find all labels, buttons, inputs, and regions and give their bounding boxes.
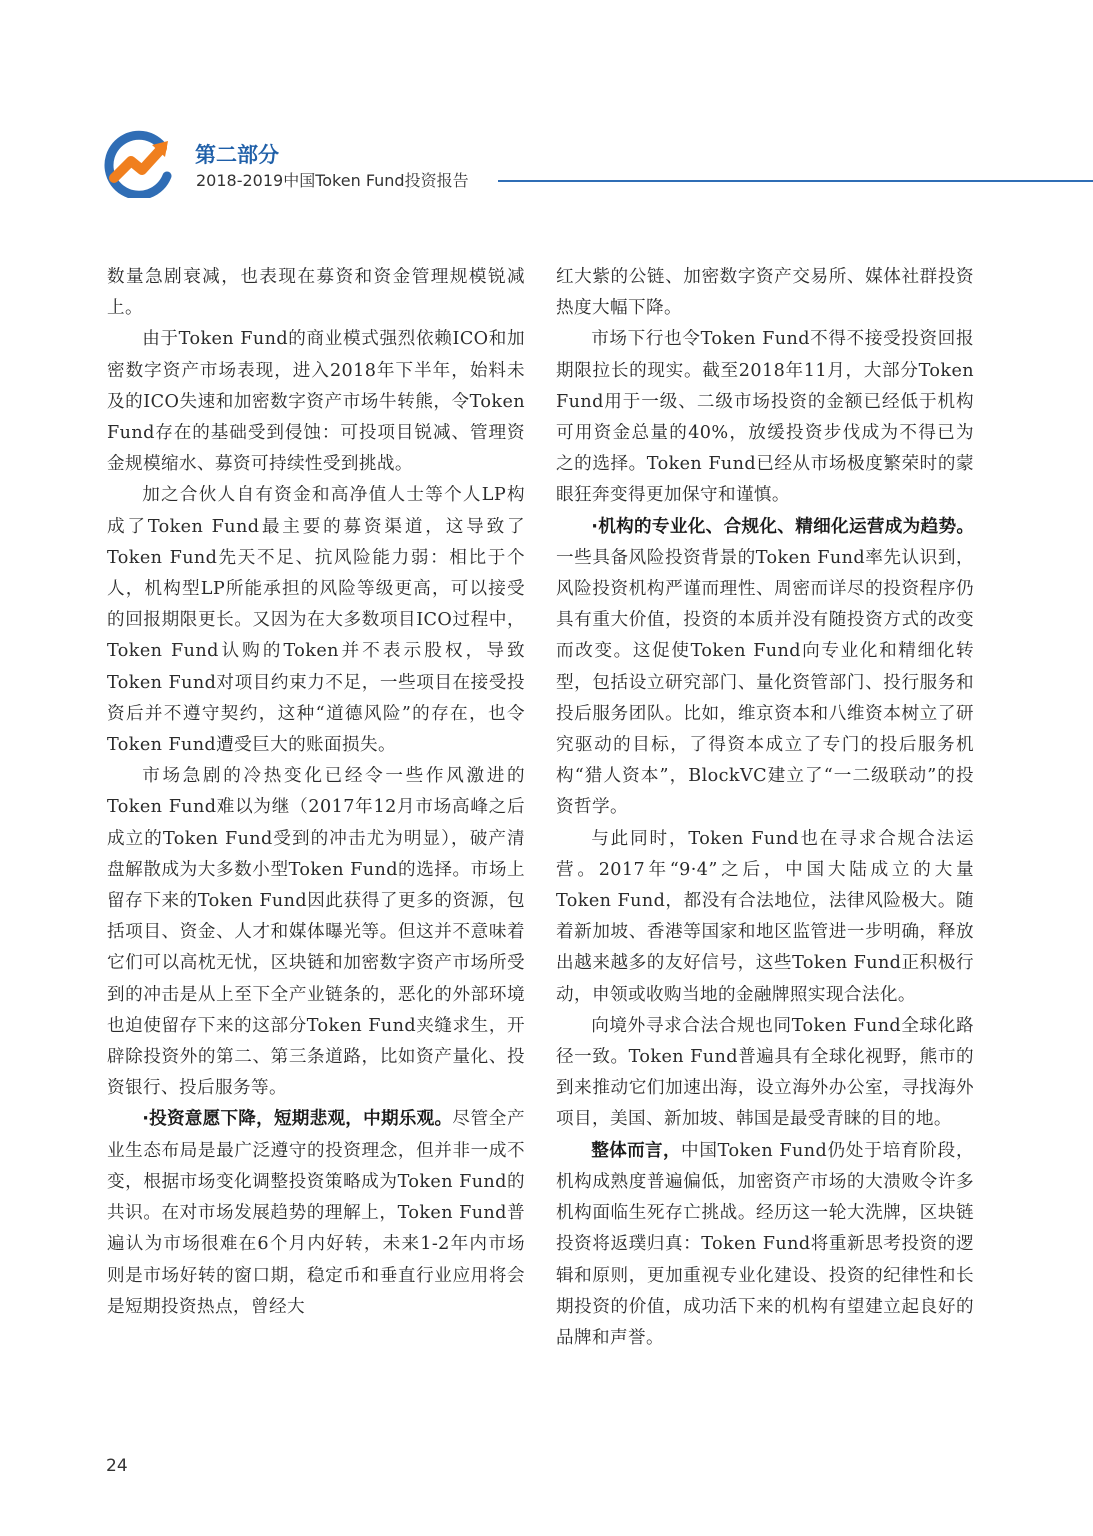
paragraph — [556, 1136, 974, 1354]
paragraph-text: 市场急剧的冷热变化已经令一些作风激进的Token Fund难以为继（2017年12月市场高峰之后成立的Token Fund受到的冲击尤为明显），破产清盘解散成为大多数小型Token Fund的选择。市场上留存下来的Token Fund因此获得了更多的资源，包括项目、资金、人才和媒体曝光等。但这并不意味着它们可以高枕无忧，区块链和加密数字资产市场所受到的冲击是从上至下全产业链条的，恶化的外部环境也迫使留存下来的这部分Token Fund夹缝求生，开辟除投资外的第二、第三条道路，比如资产量化、投资银行、投后服务等。 — [107, 766, 525, 1099]
paragraph-text: 加之合伙人自有资金和高净值人士等个人LP构成了Token Fund最主要的募资渠道，这导致了Token Fund先天不足、抗风险能力弱：相比于个人，机构型LP所能承担的风险等级更高，可以接受的回报期限更长。又因为在大多数项目ICO过程中，Token Fund认购的Token并不表示股权，导致Token Fund对项目约束力不足，一些项目在接受投资后并不遵守契约，这种“道德风险”的存在，也令Token Fund遭受巨大的账面损失。 — [107, 485, 525, 756]
paragraph — [107, 1104, 525, 1322]
paragraph-text: 红大紫的公链、加密数字资产交易所、媒体社群投资热度大幅下降。 — [556, 267, 974, 319]
right-column — [556, 262, 974, 1354]
paragraph-lead-emphasis: ·机构的专业化、合规化、精细化运营成为趋势。 — [591, 516, 974, 537]
paragraph — [556, 824, 974, 1011]
paragraph-lead-emphasis: 整体而言， — [591, 1140, 681, 1161]
paragraph — [107, 761, 525, 1104]
paragraph-text: 由于Token Fund的商业模式强烈依赖ICO和加密数字资产市场表现，进入2018年下半年，始料未及的ICO失速和加密数字资产市场牛转熊，令Token Fund存在的基础受到侵蚀：可投项目锐减、管理资金规模缩水、募资可持续性受到挑战。 — [107, 329, 525, 475]
left-column — [107, 262, 525, 1323]
rising-trend-logo-icon — [104, 128, 174, 198]
paragraph-continuation — [556, 262, 974, 324]
paragraph-text: 与此同时，Token Fund也在寻求合规合法运营。2017年“9·4”之后，中国大陆成立的大量Token Fund，都没有合法地位，法律风险极大。随着新加坡、香港等国家和地区监管进一步明确，释放出越来越多的友好信号，这些Token Fund正积极行动，申领或收购当地的金融牌照实现合法化。 — [556, 828, 974, 1005]
paragraph-text: 数量急剧衰减，也表现在募资和资金管理规模锐减上。 — [107, 267, 525, 319]
paragraph — [556, 1011, 974, 1136]
header-rule — [498, 180, 1093, 182]
part-title: 第二部分 — [195, 143, 279, 167]
paragraph — [556, 324, 974, 511]
paragraph-text: 一些具备风险投资背景的Token Fund率先认识到，风险投资机构严谨而理性、周密而详尽的投资程序仍具有重大价值，投资的本质并没有随投资方式的改变而改变。这促使Token Fund向专业化和精细化转型，包括设立研究部门、量化资管部门、投行服务和投后服务团队。比如，维京资本和八维资本树立了研究驱动的目标，了得资本成立了专门的投后服务机构“猎人资本”，BlockVC建立了“一二级联动”的投资哲学。 — [556, 547, 974, 818]
paragraph-continuation — [107, 262, 525, 324]
paragraph-text: 尽管全产业生态布局是最广泛遵守的投资理念，但并非一成不变，根据市场变化调整投资策略成为Token Fund的共识。在对市场发展趋势的理解上，Token Fund普遍认为市场很难在6个月内好转，未来1-2年内市场则是市场好转的窗口期，稳定币和垂直行业应用将会是短期投资热点，曾经大 — [107, 1109, 525, 1317]
paragraph — [107, 480, 525, 761]
page-header — [104, 128, 1093, 198]
paragraph-text: 向境外寻求合法合规也同Token Fund全球化路径一致。Token Fund普遍具有全球化视野，熊市的到来推动它们加速出海，设立海外办公室，寻找海外项目，美国、新加坡、韩国是最受青睐的目的地。 — [556, 1015, 974, 1130]
paragraph-text: 中国Token Fund仍处于培育阶段，机构成熟度普遍偏低，加密资产市场的大溃败令许多机构面临生死存亡挑战。经历这一轮大洗牌，区块链投资将返璞归真：Token Fund将重新思考投资的逻辑和原则，更加重视专业化建设、投资的纪律性和长期投资的价值，成功活下来的机构有望建立起良好的品牌和声誉。 — [556, 1140, 974, 1348]
paragraph-lead-emphasis: ·投资意愿下降，短期悲观，中期乐观。 — [142, 1109, 453, 1130]
paragraph — [107, 324, 525, 480]
paragraph — [556, 512, 974, 824]
report-title: 2018-2019中国Token Fund投资报告 — [196, 171, 469, 190]
paragraph-text: 市场下行也令Token Fund不得不接受投资回报期限拉长的现实。截至2018年11月，大部分Token Fund用于一级、二级市场投资的金额已经低于机构可用资金总量的40%，放缓投资步伐成为不得已为之的选择。Token Fund已经从市场极度繁荣时的蒙眼狂奔变得更加保守和谨慎。 — [556, 329, 974, 506]
page-number: 24 — [106, 1456, 128, 1476]
